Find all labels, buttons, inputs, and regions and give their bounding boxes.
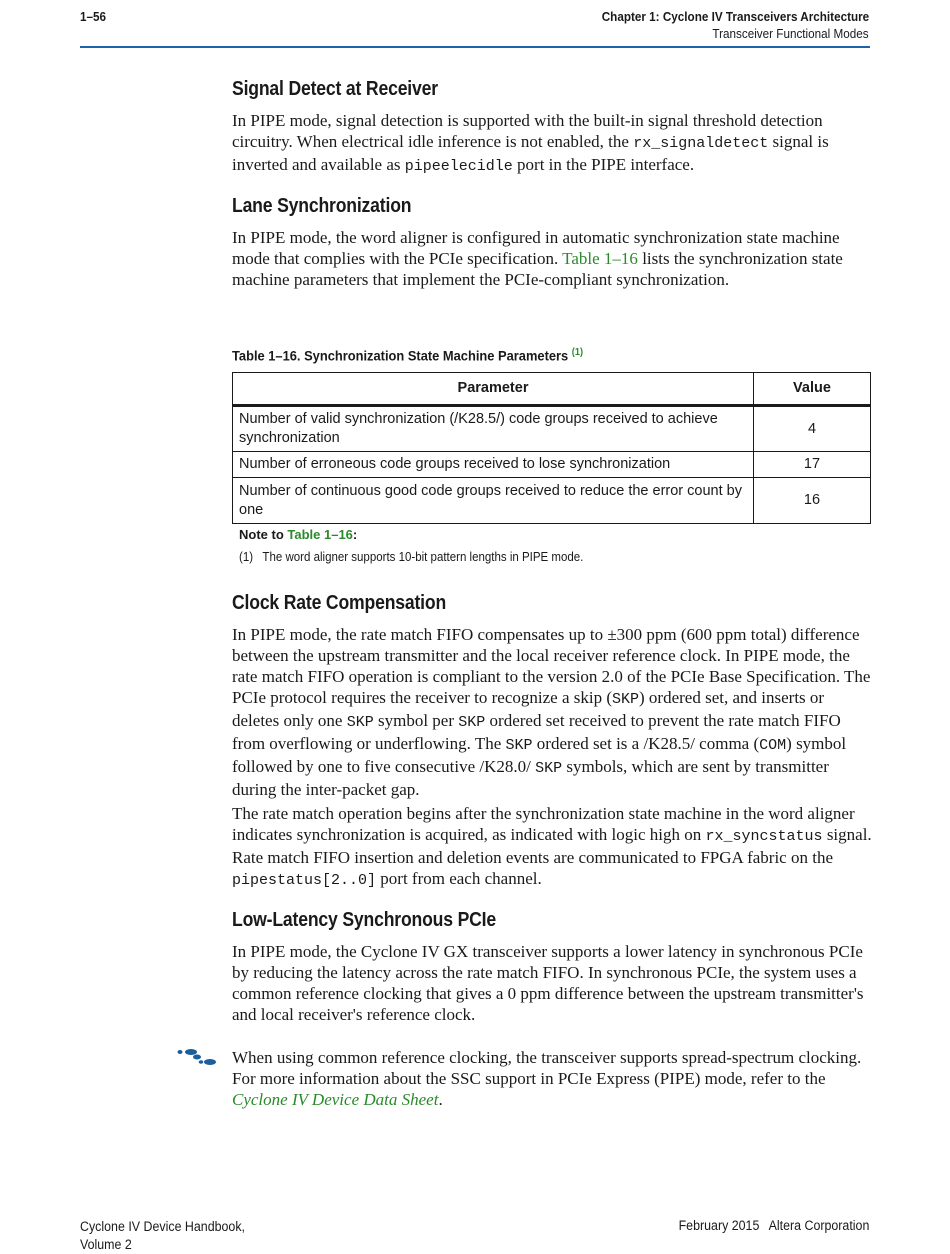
code-skp: SKP [535,760,563,777]
footprints-icon [176,1048,218,1068]
table-caption-note-ref[interactable]: (1) [571,347,584,358]
link-table-1-16[interactable]: Table 1–16 [562,249,638,268]
cell-value: 4 [754,406,871,452]
code-rx-signaldetect: rx_signaldetect [633,135,769,152]
code-skp: SKP [346,714,374,731]
heading-low-latency: Low-Latency Synchronous PCIe [232,909,497,931]
link-cyclone-iv-data-sheet[interactable]: Cyclone IV Device Data Sheet [232,1090,439,1109]
paragraph-low-latency: In PIPE mode, the Cyclone IV GX transceiver supports a lower latency in synchronous PCIe by reducing the latency across the rate match FIFO. In synchronous PCIe, the system uses a common reference clocking that gives a 0 ppm difference between the upstream transmitter's and local receiver's reference clock. [232,942,864,1024]
footer-date: February 2015 [678,1218,760,1233]
section-title: Transceiver Functional Modes [712,26,869,41]
table-row [233,478,871,524]
table-header-row [233,373,871,406]
code-skp: SKP [505,737,533,754]
cell-value: 17 [754,452,871,478]
col-header-parameter: Parameter [233,373,754,406]
cell-value: 16 [754,478,871,524]
code-pipestatus: pipestatus[2..0] [232,872,377,889]
heading-clock-rate: Clock Rate Compensation [232,592,447,614]
paragraph-clock-rate-1: In PIPE mode, the rate match FIFO compensates up to ±300 ppm (600 ppm total) difference between the upstream transmitter and the local receiver reference clock. In PIPE mode, the rate match FIFO operation is compliant to the version 2.0 of the PCIe Base Specification. The PCIe protocol requires the receiver to recognize a skip (SKP) ordered set, and inserts or deletes only one SKP symbol per SKP ordered set received to prevent the rate match FIFO from overflowing or underflowing. The SKP ordered set is a /K28.5/ comma (COM) symbol followed by one to five consecutive /K28.0/ SKP symbols, which are sent by transmitter during the inter-packet gap. [232,625,871,799]
code-pipeelecidle: pipeelecidle [404,158,513,175]
paragraph-lane-sync: In PIPE mode, the word aligner is configured in automatic synchronization state machine mode that complies with the PCIe specification. Table 1–16 lists the synchronization state machine parameters that implement the PCIe-compliant synchronization. [232,228,843,289]
cell-parameter: Number of erroneous code groups received to lose synchronization [233,452,754,478]
cell-parameter: Number of valid synchronization (/K28.5/) code groups received to achieve synchronization [233,406,754,452]
code-rx-syncstatus: rx_syncstatus [705,828,823,845]
heading-signal-detect: Signal Detect at Receiver [232,78,438,100]
code-skp: SKP [458,714,486,731]
heading-lane-sync: Lane Synchronization [232,195,412,217]
table-note-1: (1) The word aligner supports 10-bit pattern lengths in PIPE mode. [239,550,584,564]
header-rule [80,46,870,48]
table-row [233,452,871,478]
col-header-value: Value [754,373,871,406]
table-caption: Table 1–16. Synchronization State Machine Parameters $^{(1)}$ [232,347,584,364]
chapter-title: Chapter 1: Cyclone IV Transceivers Architecture [601,9,869,24]
paragraph-signal-detect: In PIPE mode, signal detection is supported with the built-in signal threshold detection circuitry. When electrical idle inference is not enabled, the rx_signaldetect signal is inverted and available as pipeelecidle port in the PIPE interface. [232,111,829,175]
footer-book-line2: Volume 2 [80,1237,132,1252]
cell-parameter: Number of continuous good code groups received to reduce the error count by one [233,478,754,524]
paragraph-clock-rate-2: The rate match operation begins after the synchronization state machine in the word aligner indicates synchronization is acquired, as indicated with logic high on rx_syncstatus signal. Rate match FIFO insertion and deletion events are communicated to FPGA fabric on the pipestatus[2..0] port from each channel. [232,804,872,889]
code-com: COM [759,737,787,754]
code-skp: SKP [612,691,640,708]
sync-parameters-table [232,372,871,524]
page-number: 1–56 [80,9,107,24]
footer-book-line1: Cyclone IV Device Handbook, [80,1219,245,1234]
table-note-heading: Note to Table 1–16: [239,527,358,542]
table-row [233,406,871,452]
note-ssc: When using common reference clocking, the transceiver supports spread-spectrum clocking. For more information about the SSC support in PCIe Express (PIPE) mode, refer to the Cyclone IV Device Data Sheet. [232,1048,862,1109]
footer-company: Altera Corporation [768,1218,869,1233]
link-table-1-16-note[interactable]: Table 1–16 [287,527,353,542]
footer-book-title [80,1218,245,1254]
footer-publisher [678,1218,869,1233]
